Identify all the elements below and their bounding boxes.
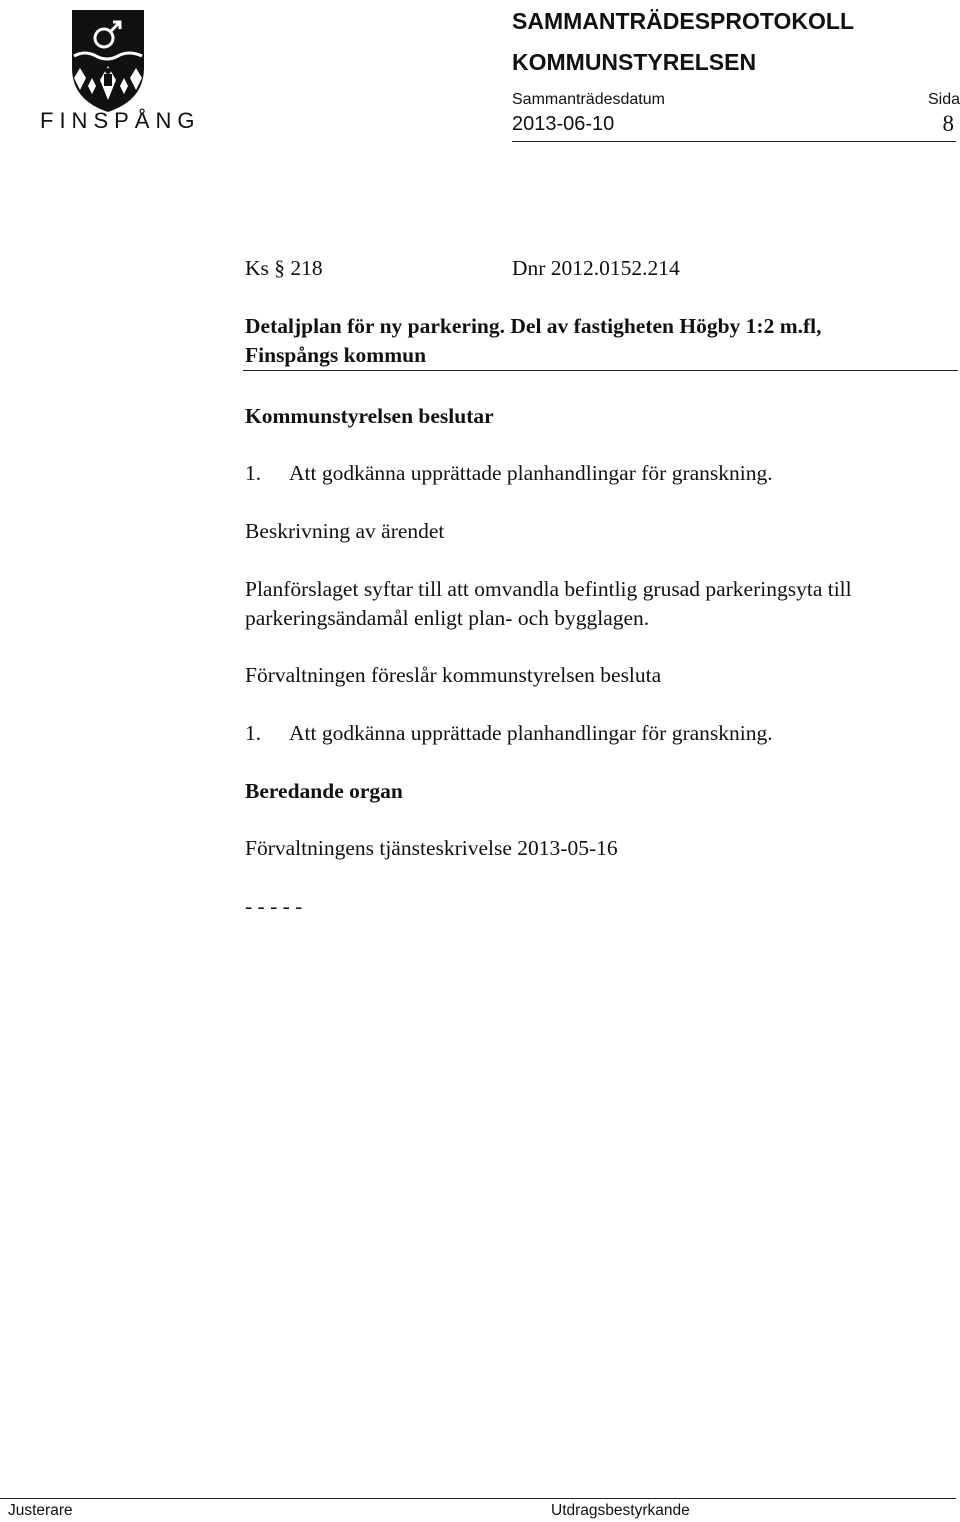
case-title-line2: Finspångs kommun	[245, 343, 427, 367]
header-divider	[512, 141, 956, 142]
description-heading: Beskrivning av ärendet	[245, 519, 445, 543]
logo-wordmark: FINSPÅNG	[40, 108, 201, 133]
footer-adjuster-label: Justerare	[8, 1502, 73, 1519]
proposal-item-number: 1.	[245, 721, 262, 745]
decision-item-text: Att godkänna upprättade planhandlingar för granskning.	[289, 461, 773, 485]
document-subtitle: KOMMUNSTYRELSEN	[512, 49, 757, 75]
decision-heading: Kommunstyrelsen beslutar	[245, 404, 494, 428]
ks-number: Ks § 218	[245, 256, 323, 280]
dnr-number: Dnr 2012.0152.214	[512, 256, 680, 280]
end-separator: - - - - -	[245, 894, 303, 918]
description-para-line1: Planförslaget syftar till att omvandla befintlig grusad parkeringsyta till	[245, 577, 852, 601]
title-divider	[243, 370, 958, 371]
meeting-date: 2013-06-10	[512, 113, 615, 135]
page-number: 8	[942, 111, 954, 136]
preparatory-text: Förvaltningens tjänsteskrivelse 2013-05-16	[245, 836, 618, 860]
preparatory-heading: Beredande organ	[245, 779, 403, 803]
finspang-logo	[40, 8, 201, 136]
document-title: SAMMANTRÄDESPROTOKOLL	[512, 8, 855, 34]
decision-item-number: 1.	[245, 461, 262, 485]
description-para-line2: parkeringsändamål enligt plan- och bygglagen.	[245, 606, 650, 630]
meeting-date-label: Sammanträdesdatum	[512, 91, 665, 108]
page-label: Sida	[927, 91, 960, 108]
footer-divider	[0, 1498, 956, 1499]
footer-certification-label: Utdragsbestyrkande	[551, 1502, 690, 1519]
case-title-line1: Detaljplan för ny parkering. Del av fastigheten Högby 1:2 m.fl,	[245, 314, 822, 338]
proposal-item-text: Att godkänna upprättade planhandlingar för granskning.	[289, 721, 773, 745]
proposal-text: Förvaltningen föreslår kommunstyrelsen besluta	[245, 663, 662, 687]
